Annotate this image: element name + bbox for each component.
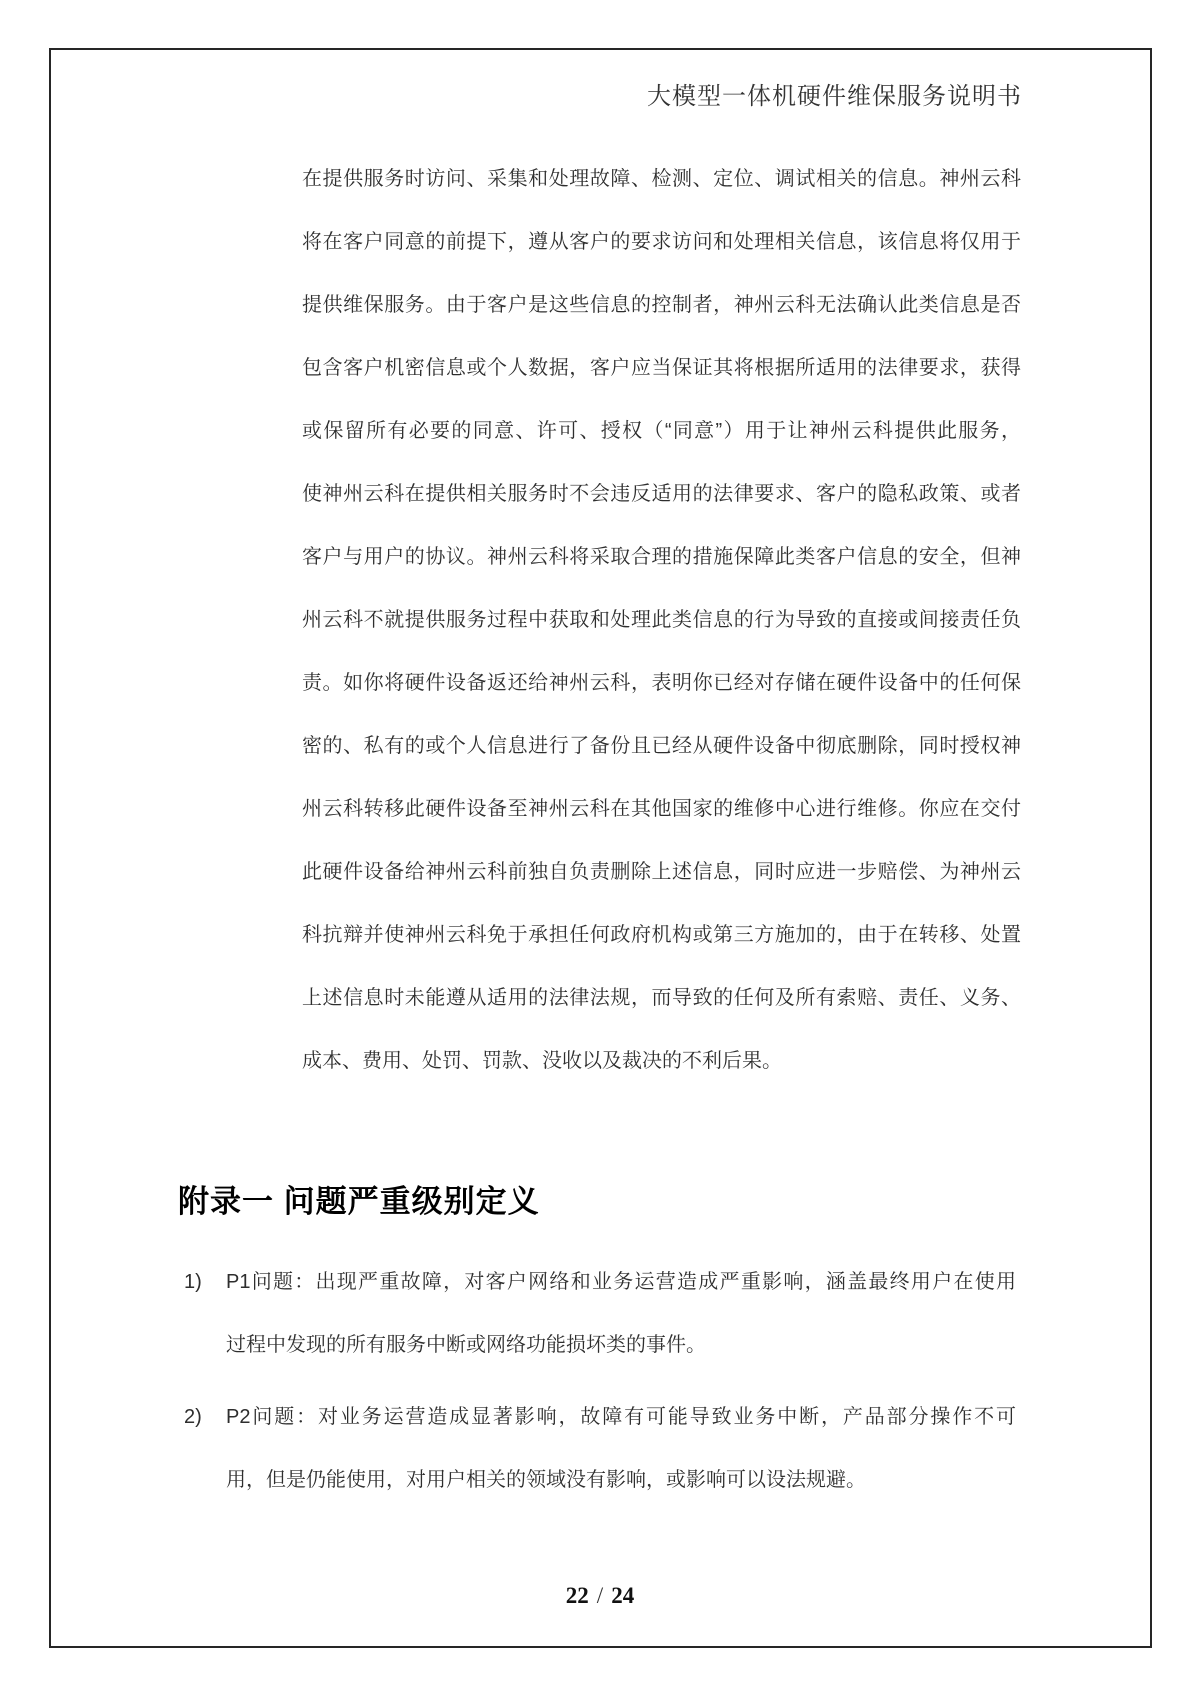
page-number-current: 22 [565, 1583, 589, 1608]
list-item-number: 2) [184, 1406, 202, 1428]
list-item-body [184, 1386, 1016, 1512]
list-item-p2 [184, 1386, 1016, 1512]
page-header [49, 82, 1022, 112]
appendix-heading: 附录一 问题严重级别定义 [178, 1184, 540, 1219]
page-footer [0, 1581, 1200, 1611]
list-item-line: P2问题：对业务运营造成显著影响，故障有可能导致业务中断，产品部分操作不可 [226, 1406, 1016, 1428]
paragraph-line: 客户与用户的协议。神州云科将采取合理的措施保障此类客户信息的安全，但神 [302, 546, 1021, 568]
paragraph-line: 州云科转移此硬件设备至神州云科在其他国家的维修中心进行维修。你应在交付 [302, 798, 1021, 820]
paragraph-line: 科抗辩并使神州云科免于承担任何政府机构或第三方施加的，由于在转移、处置 [302, 924, 1021, 946]
list-item-line: 用，但是仍能使用，对用户相关的领域没有影响，或影响可以设法规避。 [226, 1469, 866, 1491]
paragraph-line: 将在客户同意的前提下，遵从客户的要求访问和处理相关信息，该信息将仅用于 [302, 231, 1021, 253]
list-item-line: 过程中发现的所有服务中断或网络功能损坏类的事件。 [226, 1334, 706, 1356]
paragraph-line: 州云科不就提供服务过程中获取和处理此类信息的行为导致的直接或间接责任负 [302, 609, 1021, 631]
list-item-line: P1问题：出现严重故障，对客户网络和业务运营造成严重影响，涵盖最终用户在使用 [226, 1271, 1016, 1293]
paragraph-line: 或保留所有必要的同意、许可、授权（“同意”）用于让神州云科提供此服务， [302, 420, 1021, 442]
page-number-separator: / [596, 1583, 604, 1608]
list-item-p1 [184, 1251, 1016, 1377]
header-title: 大模型一体机硬件维保服务说明书 [647, 84, 1022, 110]
paragraph-line: 密的、私有的或个人信息进行了备份且已经从硬件设备中彻底删除，同时授权神 [302, 735, 1021, 757]
list-item-body [184, 1251, 1016, 1377]
paragraph-line: 上述信息时未能遵从适用的法律法规，而导致的任何及所有索赔、责任、义务、 [302, 987, 1021, 1009]
paragraph-line: 提供维保服务。由于客户是这些信息的控制者，神州云科无法确认此类信息是否 [302, 294, 1021, 316]
paragraph-line: 此硬件设备给神州云科前独自负责删除上述信息，同时应进一步赔偿、为神州云 [302, 861, 1021, 883]
paragraph-line: 责。如你将硬件设备返还给神州云科，表明你已经对存储在硬件设备中的任何保 [302, 672, 1021, 694]
paragraph-line: 成本、费用、处罚、罚款、没收以及裁决的不利后果。 [302, 1050, 782, 1072]
paragraph-line: 包含客户机密信息或个人数据，客户应当保证其将根据所适用的法律要求，获得 [302, 357, 1021, 379]
body-paragraph [302, 148, 1021, 1093]
page-number-total: 24 [611, 1583, 635, 1608]
list-item-number: 1) [184, 1271, 202, 1293]
paragraph-line: 使神州云科在提供相关服务时不会违反适用的法律要求、客户的隐私政策、或者 [302, 483, 1021, 505]
paragraph-line: 在提供服务时访问、采集和处理故障、检测、定位、调试相关的信息。神州云科 [302, 168, 1021, 190]
